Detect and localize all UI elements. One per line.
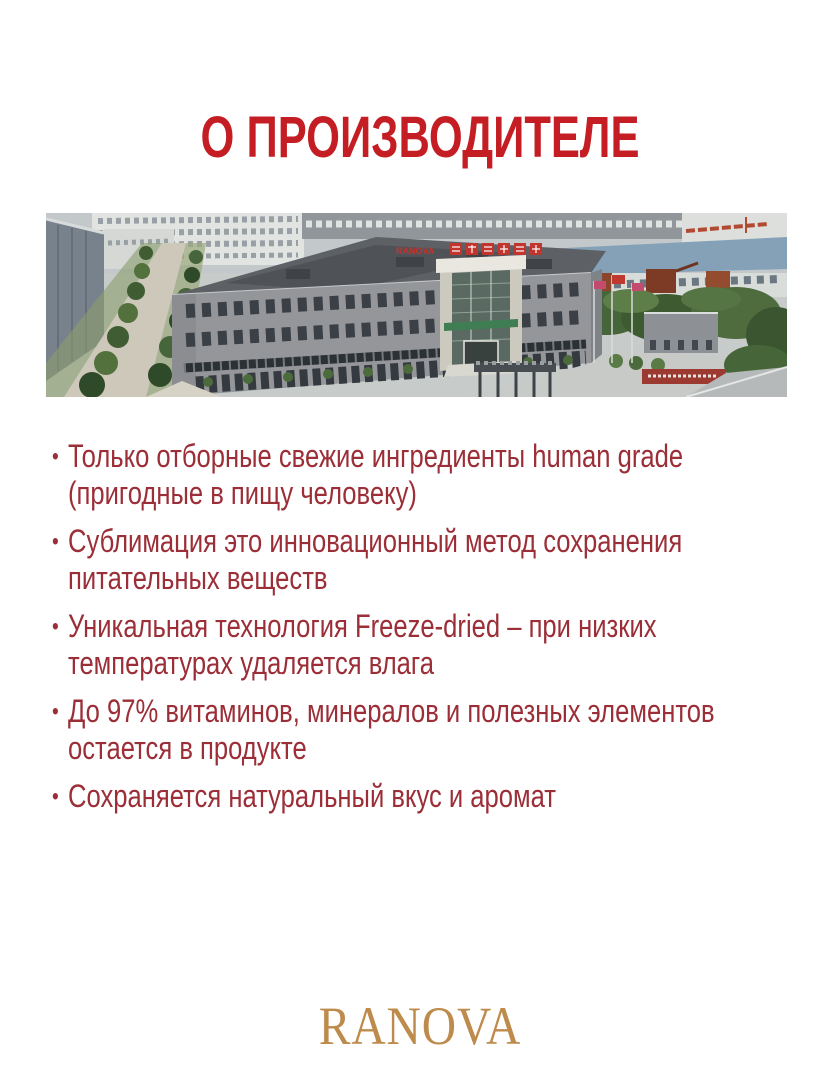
bullet-item: • Уникальная технология Freeze-dried – при низких температурах удаляется влага [52,608,788,682]
bullet-item: • До 97% витаминов, минералов и полезных элементов остается в продукте [52,693,788,767]
bullet-item: • Сохраняется натуральный вкус и аромат [52,778,788,815]
about-manufacturer-section [52,438,788,826]
bullet-item: • Сублимация это инновационный метод сохранения питательных веществ [52,523,788,597]
page-title: О ПРОИЗВОДИТЕЛЕ [200,105,640,170]
brand-logo: RANOVA [318,996,522,1056]
factory-photo [46,213,787,397]
bullet-item: • Только отборные свежие ингредиенты human grade (пригодные в пищу человеку) [52,438,788,512]
entrance [436,255,526,377]
roof-sign-latin: RANOVA [396,246,435,256]
bullet-list [52,438,788,815]
